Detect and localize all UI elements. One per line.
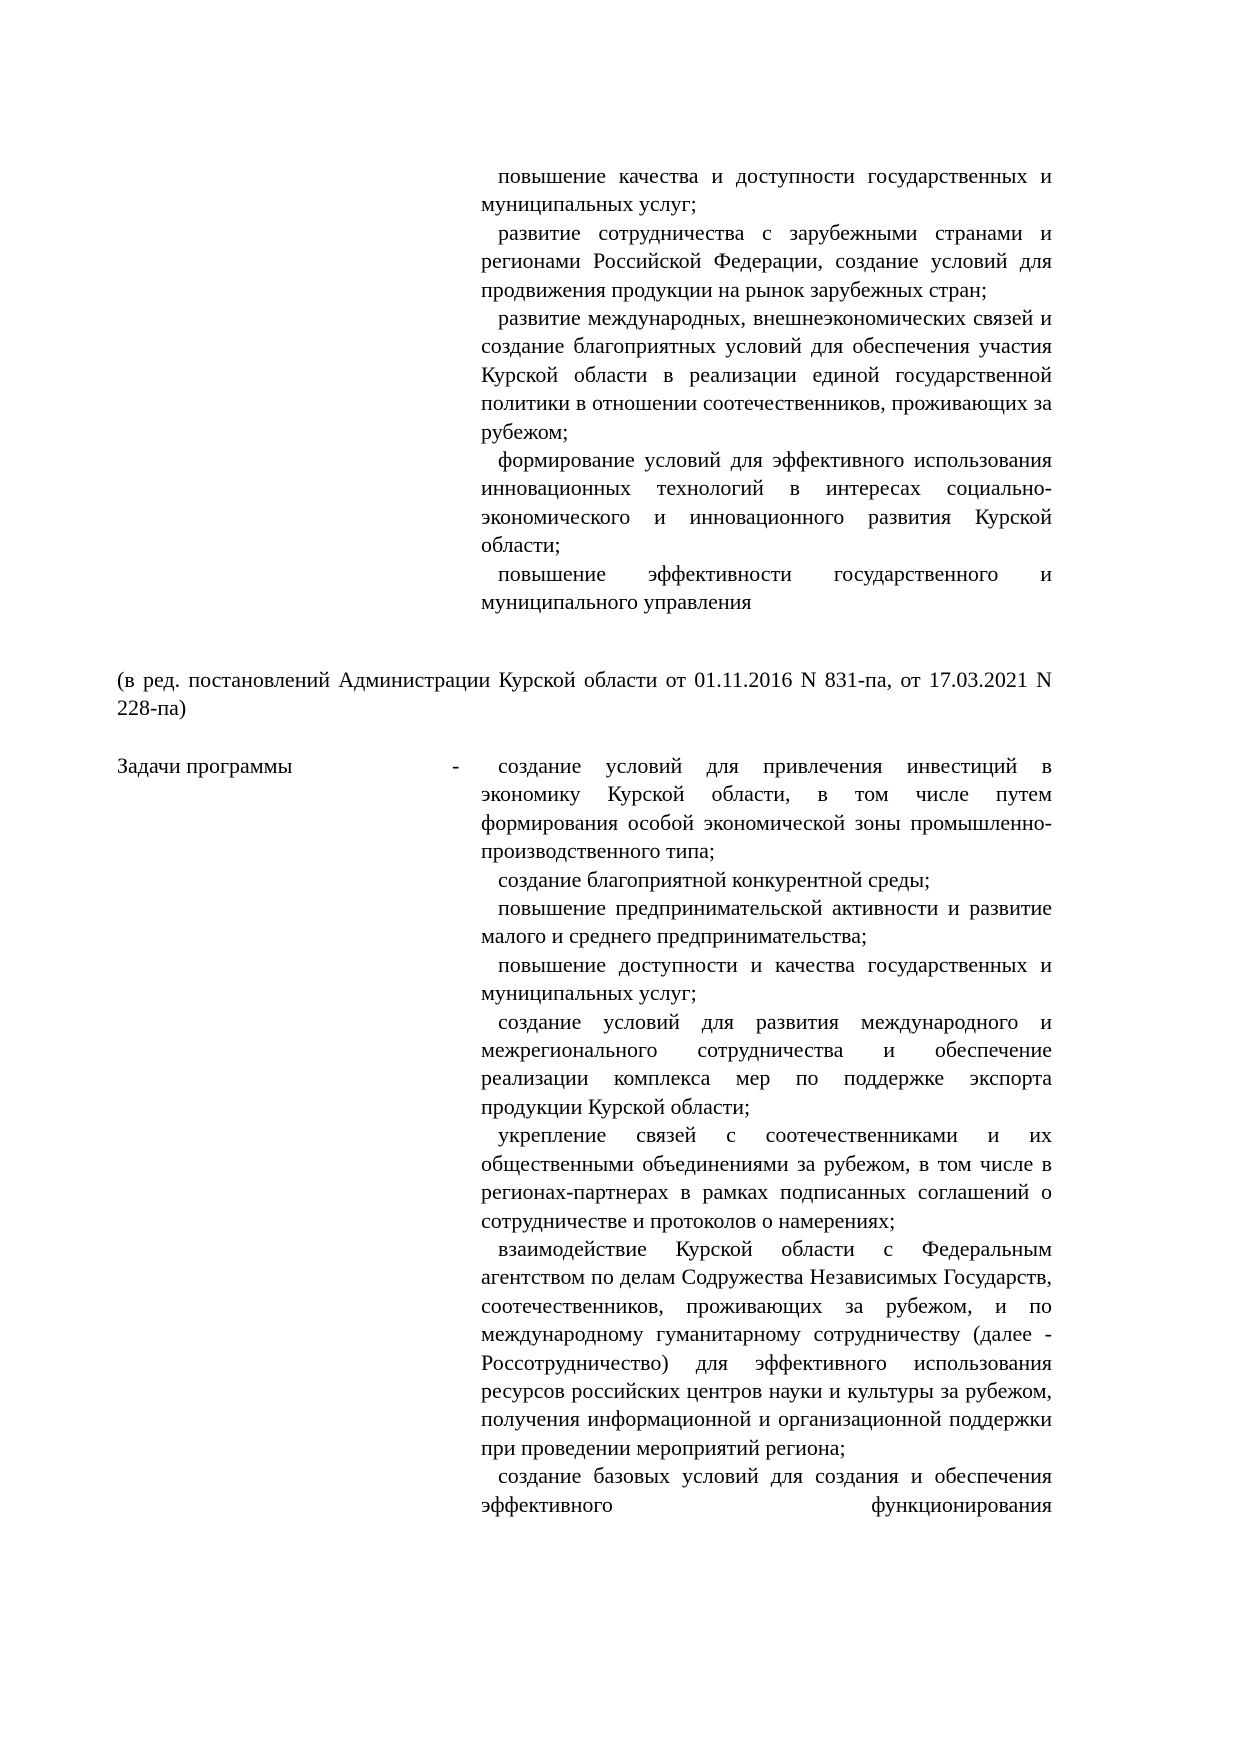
goal-item: формирование условий для эффективного использования инновационных технологий в интересах социально-экономического и инновационного развития Курской области; xyxy=(481,447,1052,558)
task-item: создание условий для развития международного и межрегионального сотрудничества и обеспечение реализации комплекса мер по поддержке экспорта продукции Курской области; xyxy=(481,1008,1052,1119)
task-item: создание благоприятной конкурентной среды; xyxy=(498,866,931,892)
task-item: создание условий для привлечения инвестиций в экономику Курской области, в том числе путем формирования особой экономической зоны промышленно-производственного типа; xyxy=(481,753,1052,864)
task-item: укрепление связей с соотечественниками и их общественными объединениями за рубежом, в том числе в регионах-партнерах в рамках подписанных соглашений о сотрудничестве и протоколов о намерениях; xyxy=(481,1122,1052,1233)
tasks-label: Задачи программы xyxy=(117,753,293,778)
goal-item: повышение качества и доступности государственных и муниципальных услуг; xyxy=(481,163,1052,217)
goal-item: повышение эффективности государственного и муниципального управления xyxy=(481,560,1052,615)
task-item: создание базовых условий для создания и обеспечения эффективного функционирования xyxy=(481,1463,1052,1517)
goal-item: развитие сотрудничества с зарубежными странами и регионами Российской Федерации, создание условий для продвижения продукции на рынок зарубежных стран; xyxy=(481,219,1052,302)
amendment-note: (в ред. постановлений Администрации Курской области от 01.11.2016 N 831-па, от 17.03.2021 N 228-па) xyxy=(117,667,1052,721)
program-tasks-list xyxy=(481,752,1052,1519)
task-item: повышение доступности и качества государственных и муниципальных услуг; xyxy=(481,951,1052,1006)
goal-item: развитие международных, внешнеэкономических связей и создание благоприятных условий для обеспечения участия Курской области в реализации единой государственной политики в отношении соотечественников, проживающих за рубежом; xyxy=(481,305,1052,444)
task-item: повышение предпринимательской активности и развитие малого и среднего предпринимательства; xyxy=(481,895,1052,949)
program-goals-list xyxy=(481,162,1052,617)
task-item: взаимодействие Курской области с Федеральным агентством по делам Содружества Независимых Государств, соотечественников, проживающих за рубежом, и по международному гуманитарному сотрудничеству (далее - Россотрудничество) для эффективного использования ресурсов российских центров науки и культуры за рубежом, получения информационной и организационной поддержки при проведении мероприятий региона; xyxy=(481,1235,1052,1460)
tasks-dash: - xyxy=(452,753,460,778)
